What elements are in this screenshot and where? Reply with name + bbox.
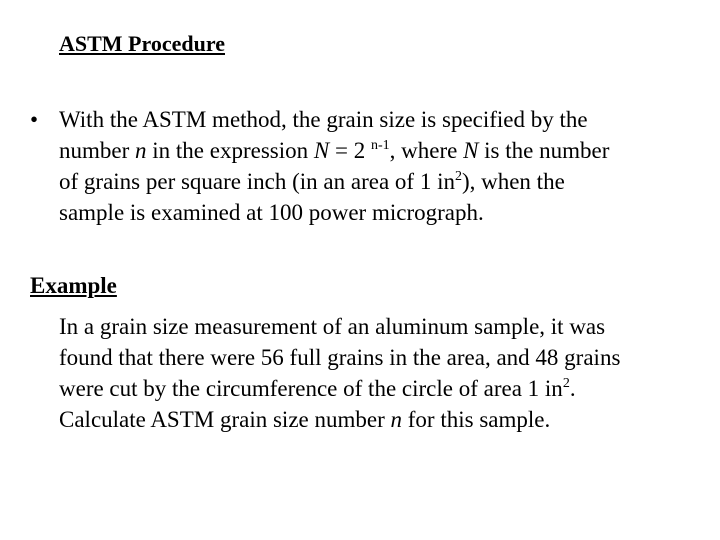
text-fragment: Calculate ASTM grain size number: [59, 407, 391, 432]
text-fragment: is the number: [478, 138, 610, 163]
text-fragment: in the expression: [146, 138, 314, 163]
text-fragment: for this sample.: [402, 407, 551, 432]
example-line-3: [59, 373, 709, 404]
text-fragment: number: [59, 138, 136, 163]
variable-n: n: [390, 407, 403, 432]
bullet-line-1: With the ASTM method, the grain size is specified by the: [59, 107, 588, 132]
page-title: ASTM Procedure: [59, 31, 225, 56]
bullet-paragraph: [30, 104, 700, 228]
text-fragment: were cut by the circumference of the circle of area 1 in: [59, 376, 563, 401]
example-line-2: found that there were 56 full grains in the area, and 48 grains: [59, 345, 621, 370]
exponent: 2: [454, 169, 462, 184]
text-fragment: ), when the: [461, 169, 565, 194]
exponent: n-1: [370, 138, 390, 153]
text-fragment: .: [569, 376, 576, 401]
example-heading: Example: [30, 273, 117, 298]
bullet-line-4: sample is examined at 100 power micrograph.: [59, 200, 484, 225]
text-fragment: , where: [389, 138, 464, 163]
variable-N: N: [463, 138, 479, 163]
variable-N: N: [313, 138, 330, 163]
variable-n: n: [135, 138, 147, 163]
exponent: 2: [562, 376, 570, 391]
example-line-4: [59, 404, 709, 435]
bullet-line-2: [59, 135, 699, 166]
text-fragment: = 2: [329, 138, 371, 163]
example-paragraph: [59, 311, 709, 435]
bullet-icon: •: [30, 107, 39, 132]
example-line-1: In a grain size measurement of an aluminum sample, it was: [59, 314, 606, 339]
bullet-line-3: [59, 166, 699, 197]
bullet-text: [59, 104, 699, 228]
text-fragment: of grains per square inch (in an area of 1 in: [59, 169, 455, 194]
